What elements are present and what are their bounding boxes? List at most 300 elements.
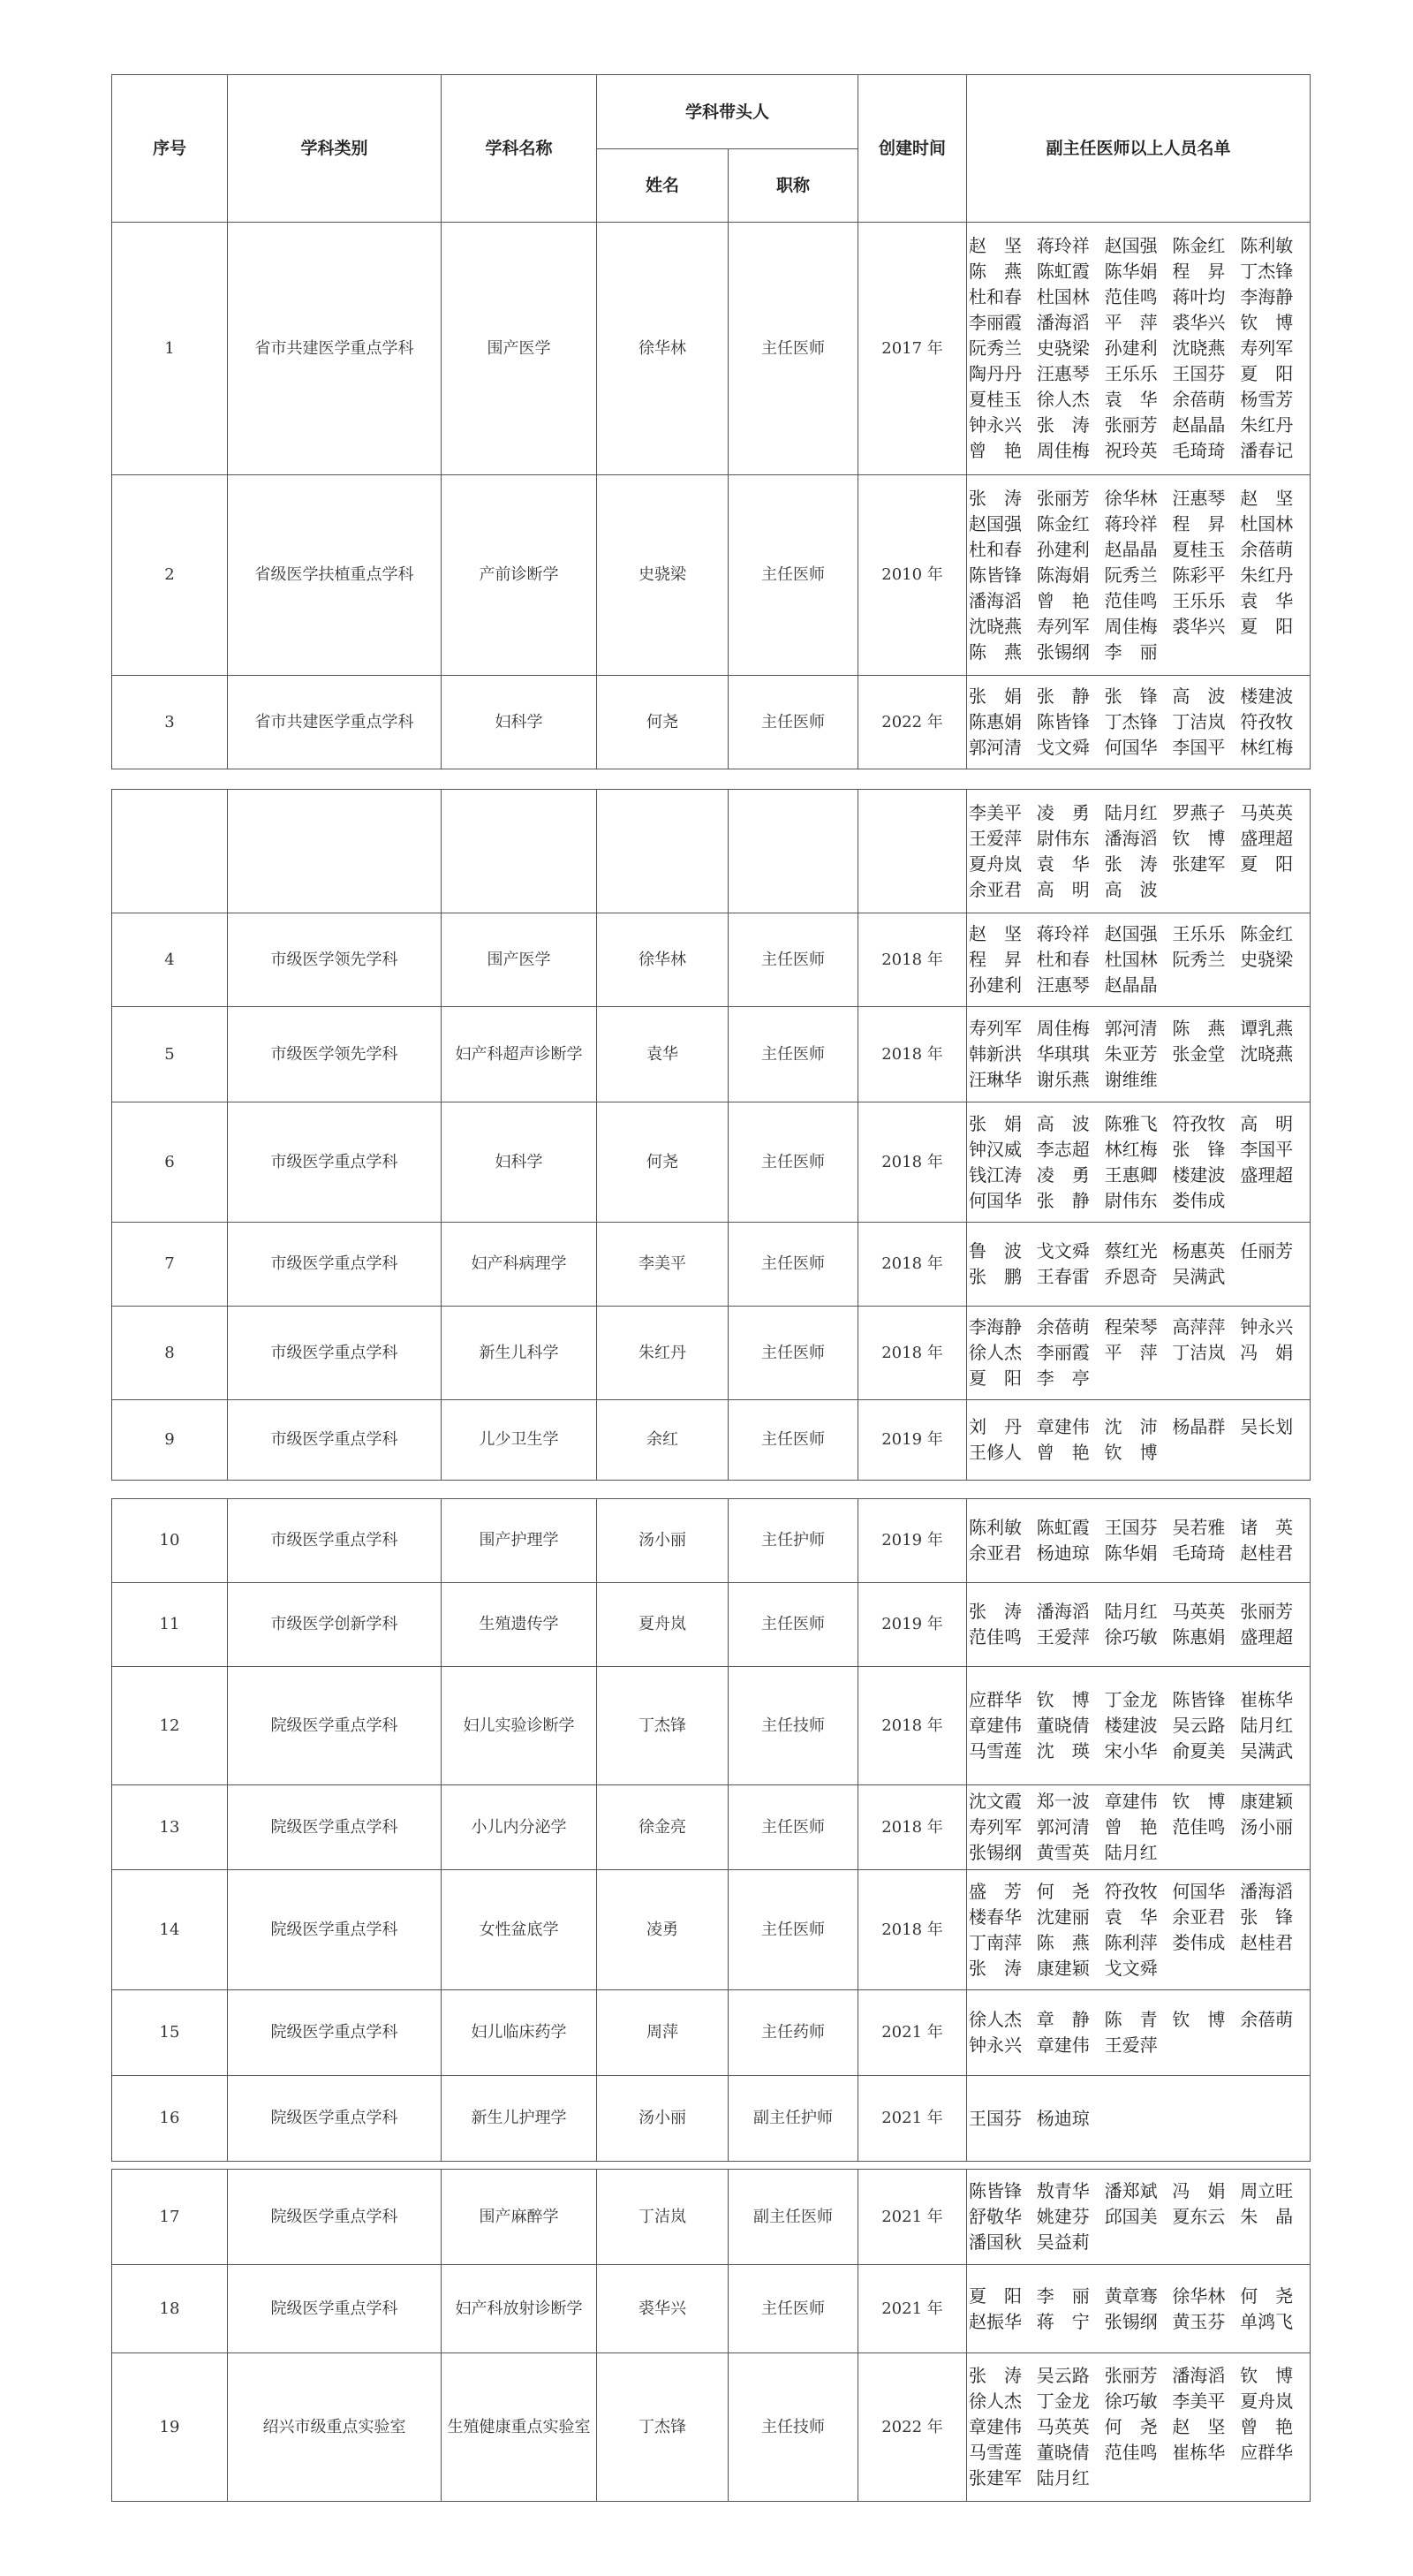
member-name: 钟永兴: [969, 414, 1023, 436]
member-name: 杨迪琼: [1036, 1542, 1090, 1564]
discipline-name: 新生儿护理学: [442, 2076, 597, 2162]
member-list: [967, 1583, 1311, 1667]
member-name: 蒋玲祥: [1104, 512, 1158, 534]
member-name: 凌勇: [1036, 1163, 1107, 1186]
row-number: 17: [112, 2170, 228, 2265]
member-name: 张涛: [969, 2365, 1039, 2386]
discipline-name: 妇儿临床药学: [442, 1990, 597, 2076]
member-name: 张鹏: [969, 1266, 1039, 1287]
discipline-category: 市级医学重点学科: [228, 1400, 442, 1481]
founded-year: 2019 年: [858, 1583, 967, 1667]
member-name: 袁华: [1240, 589, 1311, 611]
member-name: 袁华: [1104, 1905, 1175, 1928]
member-name: 丁洁岚: [1172, 711, 1226, 732]
founded-year: 2019 年: [858, 1499, 967, 1583]
member-name: 陈海娟: [1036, 564, 1090, 586]
member-name: 寿列军: [969, 1018, 1022, 1039]
member-name: 盛理超: [1240, 827, 1294, 849]
member-list: [967, 2353, 1311, 2502]
member-name: 夏舟岚: [969, 852, 1022, 875]
member-name: 赵晶晶: [1104, 974, 1158, 996]
member-name: 丁洁岚: [1172, 1342, 1226, 1363]
discipline-name: 妇产科病理学: [442, 1223, 597, 1307]
member-name: 朱红丹: [1240, 414, 1294, 436]
leader-name: 凌勇: [597, 1870, 729, 1990]
leader-name: 夏舟岚: [597, 1583, 729, 1667]
founded-year: 2021 年: [858, 1990, 967, 2076]
member-name: 何尧: [1240, 2284, 1311, 2307]
member-name: 乔恩奇: [1104, 1266, 1158, 1287]
discipline-category: 绍兴市级重点实验室: [228, 2353, 442, 2502]
member-name: 祝玲英: [1104, 440, 1158, 461]
member-name: 李海静: [1240, 286, 1294, 307]
discipline-name: [442, 790, 597, 913]
member-name: 李丽: [1104, 640, 1175, 663]
table-row: [112, 1870, 1311, 1990]
discipline-table: [111, 789, 1311, 1481]
discipline-category: 市级医学重点学科: [228, 1499, 442, 1583]
discipline-table: [111, 1498, 1311, 2162]
member-name: 何国华: [969, 1189, 1022, 1211]
member-name: 余亚君: [969, 1542, 1022, 1564]
discipline-name: 生殖健康重点实验室: [442, 2353, 597, 2502]
member-name: 陈华娟: [1104, 261, 1158, 282]
member-name: 张锋: [1240, 1905, 1311, 1928]
table-row: [112, 1223, 1311, 1307]
member-name: 楼建波: [1104, 1715, 1158, 1736]
member-list: [967, 1102, 1311, 1223]
table-row: [112, 2353, 1311, 2502]
member-name: 汪琳华: [969, 1069, 1022, 1090]
table-row: [112, 1990, 1311, 2076]
member-name: 张建军: [969, 2467, 1022, 2489]
member-name: 吴满武: [1240, 1740, 1294, 1762]
member-name: 陈燕: [1172, 1018, 1243, 1039]
member-name: 徐华林: [1172, 2284, 1226, 2307]
member-name: 林红梅: [1104, 1138, 1158, 1160]
member-name: 孙建利: [1036, 538, 1090, 560]
member-name: 杨晶群: [1172, 1416, 1226, 1437]
member-name: 邱国美: [1104, 2206, 1158, 2227]
member-name: 戈文舜: [1036, 737, 1090, 758]
table-row: [112, 1583, 1311, 1667]
member-name: 余蓓萌: [1172, 389, 1226, 410]
member-list: [967, 1499, 1311, 1583]
founded-year: 2010 年: [858, 475, 967, 676]
member-name: 吴云路: [1036, 2365, 1090, 2386]
member-name: 徐人杰: [1036, 389, 1090, 410]
member-name: 余蓓萌: [1240, 2009, 1294, 2030]
member-name: 高萍萍: [1172, 1316, 1226, 1337]
member-name: 楼建波: [1240, 686, 1294, 707]
member-name: 阮秀兰: [969, 337, 1023, 359]
member-name: 阮秀兰: [1172, 949, 1226, 970]
row-number: 18: [112, 2265, 228, 2353]
member-name: 单鸿飞: [1240, 2310, 1294, 2332]
member-name: 余蓓萌: [1240, 538, 1294, 560]
header-leader-title: 职称: [729, 149, 858, 223]
member-name: 曾艳: [969, 440, 1040, 461]
member-name: 王爱萍: [969, 827, 1022, 849]
leader-name: 李美平: [597, 1223, 729, 1307]
discipline-table: [111, 2169, 1311, 2502]
member-name: 周佳梅: [1036, 440, 1090, 461]
member-name: 戈文舜: [1036, 1240, 1090, 1261]
member-name: 范佳鸣: [1172, 1816, 1226, 1837]
table-row: [112, 2170, 1311, 2265]
founded-year: 2018 年: [858, 1870, 967, 1990]
member-name: 李国平: [1240, 1138, 1294, 1160]
table-row: [112, 1307, 1311, 1400]
member-name: 张涛: [969, 1601, 1039, 1622]
discipline-category: 市级医学领先学科: [228, 1007, 442, 1102]
member-list: [967, 790, 1311, 913]
discipline-name: 围产麻醉学: [442, 2170, 597, 2265]
leader-title: 主任医师: [729, 676, 858, 769]
member-name: 章建伟: [969, 2416, 1022, 2437]
member-name: 冯娟: [1172, 2180, 1243, 2201]
member-name: 王乐乐: [1172, 589, 1226, 611]
member-name: 吴益莉: [1036, 2231, 1090, 2253]
member-name: 程昇: [1172, 512, 1243, 534]
member-list: [967, 475, 1311, 676]
member-name: 郭河清: [969, 737, 1023, 758]
discipline-name: 小儿内分泌学: [442, 1785, 597, 1870]
discipline-name: 儿少卫生学: [442, 1400, 597, 1481]
member-name: 程昇: [969, 949, 1039, 970]
member-list: [967, 1990, 1311, 2076]
founded-year: 2018 年: [858, 1223, 967, 1307]
header-row: [112, 75, 1311, 149]
member-name: 张静: [1036, 686, 1107, 707]
discipline-table: [111, 74, 1311, 769]
member-name: 王爱萍: [1104, 2034, 1158, 2056]
member-name: 张涛: [969, 1957, 1039, 1979]
member-name: 袁华: [1036, 852, 1107, 875]
founded-year: 2021 年: [858, 2076, 967, 2162]
member-name: 马英英: [1172, 1601, 1226, 1622]
member-name: 杜国林: [1240, 512, 1294, 534]
member-name: 丁南萍: [969, 1931, 1022, 1953]
member-name: 吴满武: [1172, 1266, 1226, 1287]
member-name: 余亚君: [1172, 1905, 1226, 1928]
member-name: 丁金龙: [1036, 2390, 1090, 2412]
member-name: 徐人杰: [969, 2009, 1022, 2030]
member-name: 蒋玲祥: [1036, 923, 1090, 944]
founded-year: 2018 年: [858, 1007, 967, 1102]
member-name: 赵桂君: [1240, 1542, 1294, 1564]
member-name: 黄雪英: [1036, 1842, 1090, 1863]
member-list: [967, 223, 1311, 475]
member-name: 余亚君: [969, 878, 1022, 900]
leader-title: 副主任医师: [729, 2170, 858, 2265]
member-name: 钟汉威: [969, 1138, 1022, 1160]
member-name: 钦博: [1172, 827, 1243, 849]
member-name: 潘海滔: [969, 589, 1023, 611]
member-list: [967, 2076, 1311, 2162]
member-name: 沈晓燕: [969, 615, 1023, 637]
member-name: 谢维维: [1104, 1069, 1158, 1090]
member-name: 赵国强: [969, 512, 1023, 534]
member-name: 赵桂君: [1240, 1931, 1294, 1953]
member-name: 夏舟岚: [1240, 2390, 1294, 2412]
member-name: 蒋玲祥: [1036, 235, 1090, 256]
member-list: [967, 913, 1311, 1007]
member-name: 沈建丽: [1036, 1905, 1090, 1928]
leader-name: 汤小丽: [597, 2076, 729, 2162]
member-name: 潘春记: [1240, 440, 1294, 461]
member-name: 王国芬: [969, 2107, 1022, 2129]
member-name: 陈华娟: [1104, 1542, 1158, 1564]
member-name: 夏阳: [1240, 615, 1311, 637]
member-name: 夏阳: [1240, 363, 1311, 384]
member-name: 张建军: [1172, 852, 1226, 875]
member-name: 郭河清: [1036, 1816, 1090, 1837]
member-name: 钟永兴: [1240, 1316, 1294, 1337]
member-name: 马英英: [1240, 801, 1294, 823]
row-number: 19: [112, 2353, 228, 2502]
member-name: 汪惠琴: [1036, 363, 1090, 384]
member-name: 黄玉芬: [1172, 2310, 1226, 2332]
member-name: 杜国林: [1104, 949, 1158, 970]
leader-title: 主任医师: [729, 1307, 858, 1400]
member-name: 陆月红: [1104, 801, 1158, 823]
member-name: 曾艳: [1036, 1442, 1107, 1463]
member-name: 陆月红: [1104, 1601, 1158, 1622]
member-name: 王春雷: [1036, 1266, 1090, 1287]
member-name: 潘海滔: [1036, 312, 1090, 333]
leader-name: 何尧: [597, 676, 729, 769]
leader-title: 主任医师: [729, 1400, 858, 1481]
member-name: 夏桂玉: [1172, 538, 1226, 560]
member-name: 张锋: [1172, 1138, 1243, 1160]
discipline-category: 市级医学重点学科: [228, 1102, 442, 1223]
member-name: 章建伟: [1104, 1791, 1158, 1812]
member-name: 敖青华: [1036, 2180, 1090, 2201]
member-name: 俞夏美: [1172, 1740, 1226, 1762]
member-name: 诸英: [1240, 1517, 1311, 1538]
founded-year: 2022 年: [858, 2353, 967, 2502]
member-name: 何尧: [1104, 2416, 1175, 2437]
member-name: 蔡红光: [1104, 1240, 1158, 1261]
member-name: 夏阳: [969, 1368, 1039, 1389]
discipline-name: 女性盆底学: [442, 1870, 597, 1990]
leader-name: [597, 790, 729, 913]
founded-year: 2018 年: [858, 1667, 967, 1785]
leader-name: 徐华林: [597, 223, 729, 475]
member-name: 吴云路: [1172, 1715, 1226, 1736]
member-name: 张锡纲: [1104, 2310, 1158, 2332]
member-name: 杜国林: [1036, 286, 1090, 307]
member-name: 娄伟成: [1172, 1189, 1226, 1211]
member-name: 陈燕: [969, 261, 1040, 282]
member-name: 杨惠英: [1172, 1240, 1226, 1261]
member-name: 陈雅飞: [1104, 1112, 1158, 1134]
header-founded: 创建时间: [858, 75, 967, 223]
member-name: 凌勇: [1036, 801, 1107, 823]
member-name: 盛芳: [969, 1880, 1039, 1902]
leader-name: 何尧: [597, 1102, 729, 1223]
member-name: 夏东云: [1172, 2206, 1226, 2227]
member-name: 史骁梁: [1240, 949, 1294, 970]
member-name: 张丽芳: [1104, 414, 1158, 436]
member-name: 楼建波: [1172, 1163, 1226, 1186]
leader-name: 徐金亮: [597, 1785, 729, 1870]
member-name: 裘华兴: [1172, 615, 1226, 637]
member-name: 崔栋华: [1240, 1689, 1294, 1710]
member-name: 李海静: [969, 1316, 1022, 1337]
member-name: 沈沛: [1104, 1416, 1175, 1437]
member-name: 赵坚: [1172, 2416, 1243, 2437]
member-name: 李丽: [1036, 2284, 1107, 2307]
member-name: 孙建利: [1104, 337, 1158, 359]
member-name: 杜和春: [1036, 949, 1090, 970]
discipline-category: 院级医学重点学科: [228, 1785, 442, 1870]
founded-year: 2021 年: [858, 2265, 967, 2353]
member-name: 陈金红: [1172, 235, 1226, 256]
member-name: 陈金红: [1036, 512, 1090, 534]
member-name: 夏阳: [969, 2284, 1039, 2307]
member-list: [967, 1785, 1311, 1870]
member-name: 王国芬: [1104, 1517, 1158, 1538]
member-name: 寿列军: [1240, 337, 1294, 359]
leader-title: 主任医师: [729, 1007, 858, 1102]
row-number: [112, 790, 228, 913]
row-number: 14: [112, 1870, 228, 1990]
leader-title: 主任医师: [729, 223, 858, 475]
founded-year: 2018 年: [858, 1785, 967, 1870]
member-name: 何尧: [1036, 1880, 1107, 1902]
member-name: 朱亚芳: [1104, 1043, 1158, 1064]
discipline-name: 新生儿科学: [442, 1307, 597, 1400]
leader-name: 史骁梁: [597, 475, 729, 676]
member-name: 陈利敏: [969, 1517, 1022, 1538]
member-name: 张丽芳: [1036, 487, 1090, 509]
row-number: 4: [112, 913, 228, 1007]
header-members: 副主任医师以上人员名单: [967, 75, 1311, 223]
member-name: 王修人: [969, 1442, 1022, 1463]
leader-title: 主任医师: [729, 913, 858, 1007]
member-name: 周立旺: [1240, 2180, 1294, 2201]
row-number: 3: [112, 676, 228, 769]
leader-title: 主任药师: [729, 1990, 858, 2076]
member-name: 陈虹霞: [1036, 261, 1090, 282]
member-name: 张涛: [969, 487, 1040, 509]
member-name: 潘海滔: [1036, 1601, 1090, 1622]
member-list: [967, 1223, 1311, 1307]
member-name: 盛理超: [1240, 1163, 1294, 1186]
member-name: 李丽霞: [969, 312, 1023, 333]
member-name: 曾艳: [1036, 589, 1107, 611]
table-row: [112, 1007, 1311, 1102]
member-list: [967, 676, 1311, 769]
member-name: 陈燕: [1036, 1931, 1107, 1953]
member-name: 杨雪芳: [1240, 389, 1294, 410]
member-name: 沈晓燕: [1172, 337, 1226, 359]
member-name: 董晓倩: [1036, 2442, 1090, 2463]
member-name: 陈虹霞: [1036, 1517, 1090, 1538]
leader-title: 主任护师: [729, 1499, 858, 1583]
table-row: [112, 1667, 1311, 1785]
member-name: 高波: [1172, 686, 1243, 707]
discipline-category: 市级医学重点学科: [228, 1223, 442, 1307]
table-row: [112, 1785, 1311, 1870]
table-row: [112, 1499, 1311, 1583]
member-name: 娄伟成: [1172, 1931, 1226, 1953]
member-name: 王惠卿: [1104, 1163, 1158, 1186]
member-name: 范佳鸣: [1104, 589, 1158, 611]
member-name: 陈燕: [969, 640, 1040, 663]
member-name: 张金堂: [1172, 1043, 1226, 1064]
member-name: 张涛: [1036, 414, 1107, 436]
leader-name: 余红: [597, 1400, 729, 1481]
leader-title: [729, 790, 858, 913]
discipline-name: 妇产科放射诊断学: [442, 2265, 597, 2353]
member-list: [967, 2265, 1311, 2353]
member-name: 平萍: [1104, 1342, 1175, 1363]
member-name: 何国华: [1172, 1880, 1226, 1902]
member-name: 汤小丽: [1240, 1816, 1294, 1837]
table-row: [112, 1400, 1311, 1481]
member-name: 谭乳燕: [1240, 1018, 1294, 1039]
member-name: 吴长划: [1240, 1416, 1294, 1437]
member-name: 林红梅: [1240, 737, 1294, 758]
member-name: 丁杰锋: [1104, 711, 1158, 732]
member-name: 赵坚: [1240, 487, 1311, 509]
member-name: 鲁波: [969, 1240, 1039, 1261]
row-number: 8: [112, 1307, 228, 1400]
member-name: 陈皆锋: [1036, 711, 1090, 732]
leader-name: 袁华: [597, 1007, 729, 1102]
discipline-category: 院级医学重点学科: [228, 1990, 442, 2076]
member-name: 吴若雅: [1172, 1517, 1226, 1538]
member-name: 程荣琴: [1104, 1316, 1158, 1337]
member-name: 陶丹丹: [969, 363, 1023, 384]
leader-title: 副主任护师: [729, 2076, 858, 2162]
member-name: 舒敬华: [969, 2206, 1022, 2227]
founded-year: 2021 年: [858, 2170, 967, 2265]
leader-name: 丁杰锋: [597, 1667, 729, 1785]
member-name: 高波: [1104, 878, 1175, 900]
row-number: 6: [112, 1102, 228, 1223]
founded-year: 2019 年: [858, 1400, 967, 1481]
member-name: 姚建芬: [1036, 2206, 1090, 2227]
member-name: 罗燕子: [1172, 801, 1226, 823]
leader-name: 裘华兴: [597, 2265, 729, 2353]
member-name: 曾艳: [1240, 2416, 1311, 2437]
founded-year: 2022 年: [858, 676, 967, 769]
member-name: 冯娟: [1240, 1342, 1311, 1363]
founded-year: 2018 年: [858, 1307, 967, 1400]
member-name: 朱晶: [1240, 2206, 1311, 2227]
table-row: [112, 2076, 1311, 2162]
member-name: 黄章骞: [1104, 2284, 1158, 2307]
discipline-category: 院级医学重点学科: [228, 2170, 442, 2265]
row-number: 16: [112, 2076, 228, 2162]
row-number: 12: [112, 1667, 228, 1785]
member-name: 范佳鸣: [969, 1626, 1022, 1648]
member-name: 任丽芳: [1240, 1240, 1294, 1261]
member-name: 何国华: [1104, 737, 1158, 758]
member-name: 陆月红: [1036, 2467, 1090, 2489]
row-number: 11: [112, 1583, 228, 1667]
member-name: 章建伟: [1036, 2034, 1090, 2056]
discipline-category: 院级医学重点学科: [228, 2265, 442, 2353]
member-name: 张娟: [969, 686, 1040, 707]
discipline-name: 妇科学: [442, 676, 597, 769]
member-name: 应群华: [1240, 2442, 1294, 2463]
row-number: 1: [112, 223, 228, 475]
